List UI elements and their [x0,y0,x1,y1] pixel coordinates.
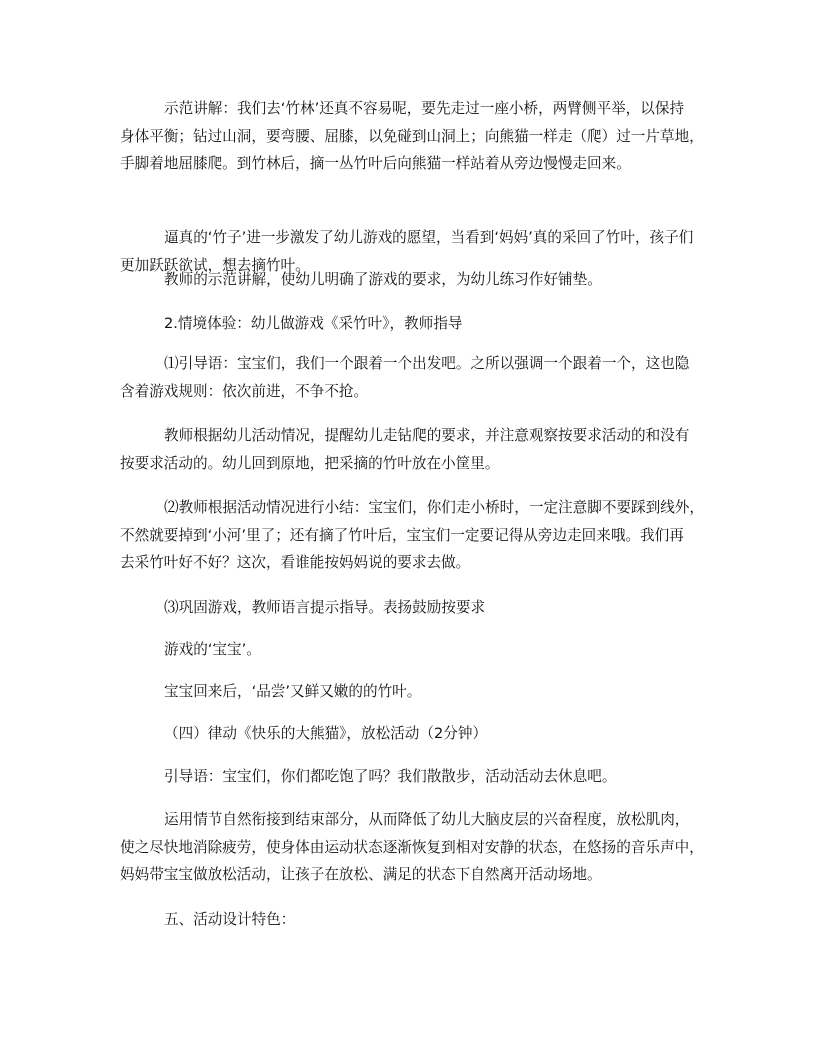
paragraph-taste-leaves: 宝宝回来后，‘品尝’又鲜又嫩的的竹叶。 [164,683,422,700]
section-heading-features: 五、活动设计特色： [164,911,296,928]
paragraph-guide-rest: 引导语：宝宝们，你们都吃饱了吗？我们散散步，活动活动去休息吧。 [164,768,617,785]
paragraph-game-baby: 游戏的‘宝宝’。 [164,641,261,658]
paragraph-guide-1: ⑴引导语：宝宝们，我们一个跟着一个出发吧。之所以强调一个跟着一个，这也隐 含着游戏规则：依次前进，不争不抢。 [120,355,690,400]
paragraph-teacher-observe: 教师根据幼儿活动情况，提醒幼儿走钻爬的要求，并注意观察按要求活动的和没有 按要求活动的。幼儿回到原地，把采摘的竹叶放在小筐里。 [120,427,690,472]
paragraph-teacher-demo: 教师的示范讲解，使幼儿明确了游戏的要求，为幼儿练习作好铺垫。 [164,271,602,288]
paragraph-summary-2: ⑵教师根据活动情况进行小结：宝宝们，你们走小桥时，一定注意脚不要踩到线外， 不然就要掉到‘小河’里了；还有摘了竹叶后，宝宝们一定要记得从旁边走回来哦。我们再 去采竹叶好不好？这次，看谁能按妈妈说的要求去做。 [120,499,704,571]
section-heading-situation: 2.情境体验：幼儿做游戏《采竹叶》，教师指导 [164,315,463,332]
section-heading-rhythm: （四）律动《快乐的大熊猫》，放松活动（2分钟） [164,725,488,742]
paragraph-demo-explanation: 示范讲解：我们去‘竹林’还真不容易呢，要先走过一座小桥，两臂侧平举，以保持 身体平衡；钻过山洞，要弯腰、屈膝，以免碰到山洞上；向熊猫一样走（爬）过一片草地， 手脚着地屈膝爬。到竹林后，摘一丛竹叶后向熊猫一样站着从旁边慢慢走回来。 [120,100,704,172]
paragraph-consolidate-3: ⑶巩固游戏，教师语言提示指导。表扬鼓励按要求 [164,599,486,616]
paragraph-bamboo-motivation: 逼真的‘竹子’进一步激发了幼儿游戏的愿望，当看到‘妈妈’真的采回了竹叶，孩子们 更加跃跃欲试，想去摘竹叶。 [120,229,694,274]
paragraph-relax-activity: 运用情节自然衔接到结束部分，从而降低了幼儿大脑皮层的兴奋程度，放松肌肉， 使之尽快地消除疲劳，使身体由运动状态逐渐恢复到相对安静的状态，在悠扬的音乐声中， 妈妈带宝宝做放松活动，让孩子在放松、满足的状态下自然离开活动场地。 [120,811,704,883]
